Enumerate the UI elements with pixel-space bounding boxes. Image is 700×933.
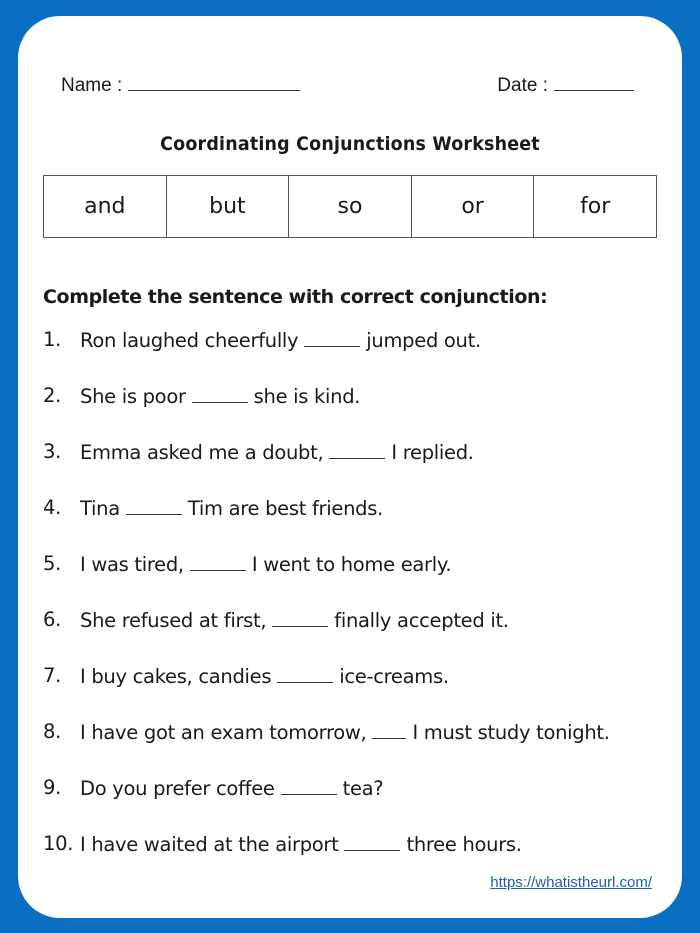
question-item [43,664,662,720]
question-after: jumped out. [366,329,481,352]
word-bank-cell: or [411,176,534,238]
question-after: ice-creams. [339,665,449,688]
question-before: Ron laughed cheerfully [80,329,299,352]
question-text [80,496,383,520]
answer-blank[interactable] [272,608,328,627]
header-row [61,74,639,104]
question-number: 10. [43,832,74,855]
question-item [43,328,662,384]
name-label: Name : [61,75,123,96]
answer-blank[interactable] [277,664,333,683]
question-text [80,384,360,408]
question-after: tea? [342,777,384,800]
source-link[interactable]: https://whatistheurl.com/ [490,874,652,891]
question-text [80,608,509,632]
answer-blank[interactable] [190,552,246,571]
question-number: 6. [43,608,62,631]
question-after: three hours. [406,833,522,856]
question-number: 4. [43,496,62,519]
question-before: Emma asked me a doubt, [80,441,324,464]
question-number: 3. [43,440,62,463]
question-item [43,720,662,776]
word-bank-table [43,175,657,238]
answer-blank[interactable] [304,328,360,347]
date-label: Date : [497,75,548,96]
date-field [497,74,634,97]
question-before: I have got an exam tomorrow, [80,721,367,744]
question-text [80,664,449,688]
question-before: She is poor [80,385,186,408]
question-before: Tina [80,497,120,520]
question-list [43,328,662,888]
name-field [61,74,300,97]
question-item [43,776,662,832]
question-after: finally accepted it. [334,609,509,632]
question-number: 5. [43,552,62,575]
question-after: she is kind. [253,385,361,408]
name-blank-line[interactable] [128,74,300,91]
question-after: I went to home early. [251,553,452,576]
question-text [80,832,522,856]
question-before: Do you prefer coffee [80,777,275,800]
question-after: Tim are best friends. [187,497,383,520]
instruction-text: Complete the sentence with correct conjunction: [43,286,548,308]
question-after: I replied. [391,441,474,464]
question-item [43,608,662,664]
question-after: I must study tonight. [412,721,610,744]
question-number: 1. [43,328,62,351]
word-bank-row [44,176,657,238]
answer-blank[interactable] [126,496,182,515]
question-number: 7. [43,664,62,687]
question-number: 2. [43,384,62,407]
answer-blank[interactable] [329,440,385,459]
worksheet-card [18,16,682,918]
question-text [80,440,474,464]
question-item [43,384,662,440]
question-text [80,552,451,576]
question-number: 9. [43,776,62,799]
page-title: Coordinating Conjunctions Worksheet [160,133,540,155]
question-before: I have waited at the airport [80,833,339,856]
answer-blank[interactable] [344,832,400,851]
question-text [80,720,610,744]
question-before: I was tired, [80,553,184,576]
question-text [80,328,481,352]
answer-blank[interactable] [372,720,406,739]
date-blank-line[interactable] [554,74,634,91]
question-before: She refused at first, [80,609,267,632]
word-bank-cell: for [534,176,657,238]
word-bank-cell: and [44,176,167,238]
word-bank-cell: but [166,176,289,238]
question-item [43,552,662,608]
question-text [80,776,383,800]
question-item [43,440,662,496]
word-bank-cell: so [289,176,412,238]
answer-blank[interactable] [281,776,337,795]
question-number: 8. [43,720,62,743]
question-before: I buy cakes, candies [80,665,272,688]
question-item [43,496,662,552]
answer-blank[interactable] [192,384,248,403]
